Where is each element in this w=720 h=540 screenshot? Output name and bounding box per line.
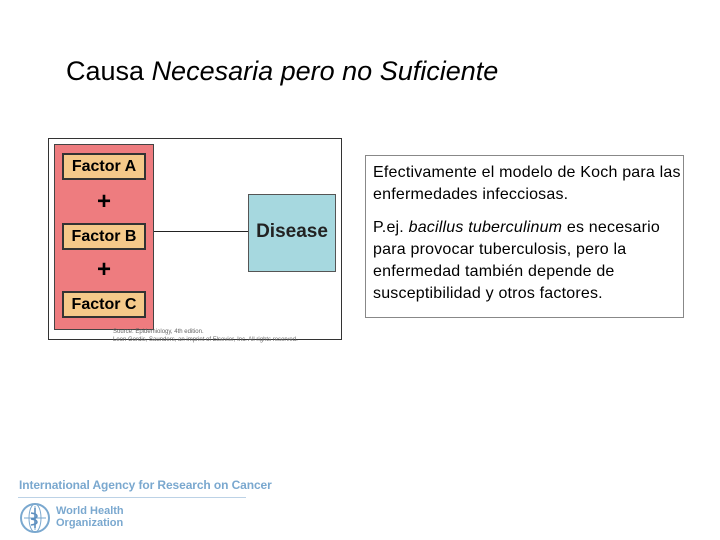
iarc-who-logo bbox=[18, 478, 272, 538]
slide-title bbox=[66, 56, 498, 87]
disease-box: Disease bbox=[248, 194, 336, 272]
paragraph-example bbox=[373, 217, 683, 305]
logo-divider bbox=[18, 497, 246, 498]
plus-sign-1: + bbox=[96, 188, 111, 215]
factor-b-box: Factor B bbox=[62, 223, 146, 250]
example-prefix: P.ej. bbox=[373, 219, 409, 236]
factor-stack bbox=[54, 144, 154, 330]
title-italic: Necesaria pero no Suficiente bbox=[151, 56, 499, 86]
source-note-line-2: Leon Gordis, Saunders, an imprint of Elsevier, Inc. All rights reserved. bbox=[113, 337, 298, 343]
title-plain: Causa bbox=[66, 56, 152, 86]
plus-sign-2: + bbox=[96, 256, 111, 283]
source-note-line-1: Source: Epidemiology, 4th edition. bbox=[113, 329, 204, 335]
example-species: bacillus tuberculinum bbox=[408, 219, 563, 236]
iarc-name: International Agency for Research on Cancer bbox=[19, 478, 272, 492]
who-line-2: Organization bbox=[56, 517, 124, 529]
who-name bbox=[56, 505, 124, 529]
factor-c-box: Factor C bbox=[62, 291, 146, 318]
causal-model-figure bbox=[48, 138, 342, 343]
explanation-textbox bbox=[365, 155, 684, 318]
example-rest: es necesario para provocar tuberculosis, pero la enfermedad también depende de susceptibilidad y otros factores. bbox=[373, 219, 660, 302]
factor-a-box: Factor A bbox=[62, 153, 146, 180]
figure-source-note bbox=[113, 328, 333, 344]
paragraph-koch: Efectivamente el modelo de Koch para las enfermedades infecciosas. bbox=[373, 164, 681, 203]
who-line-1: World Health bbox=[56, 505, 124, 517]
who-emblem-icon bbox=[18, 501, 52, 535]
